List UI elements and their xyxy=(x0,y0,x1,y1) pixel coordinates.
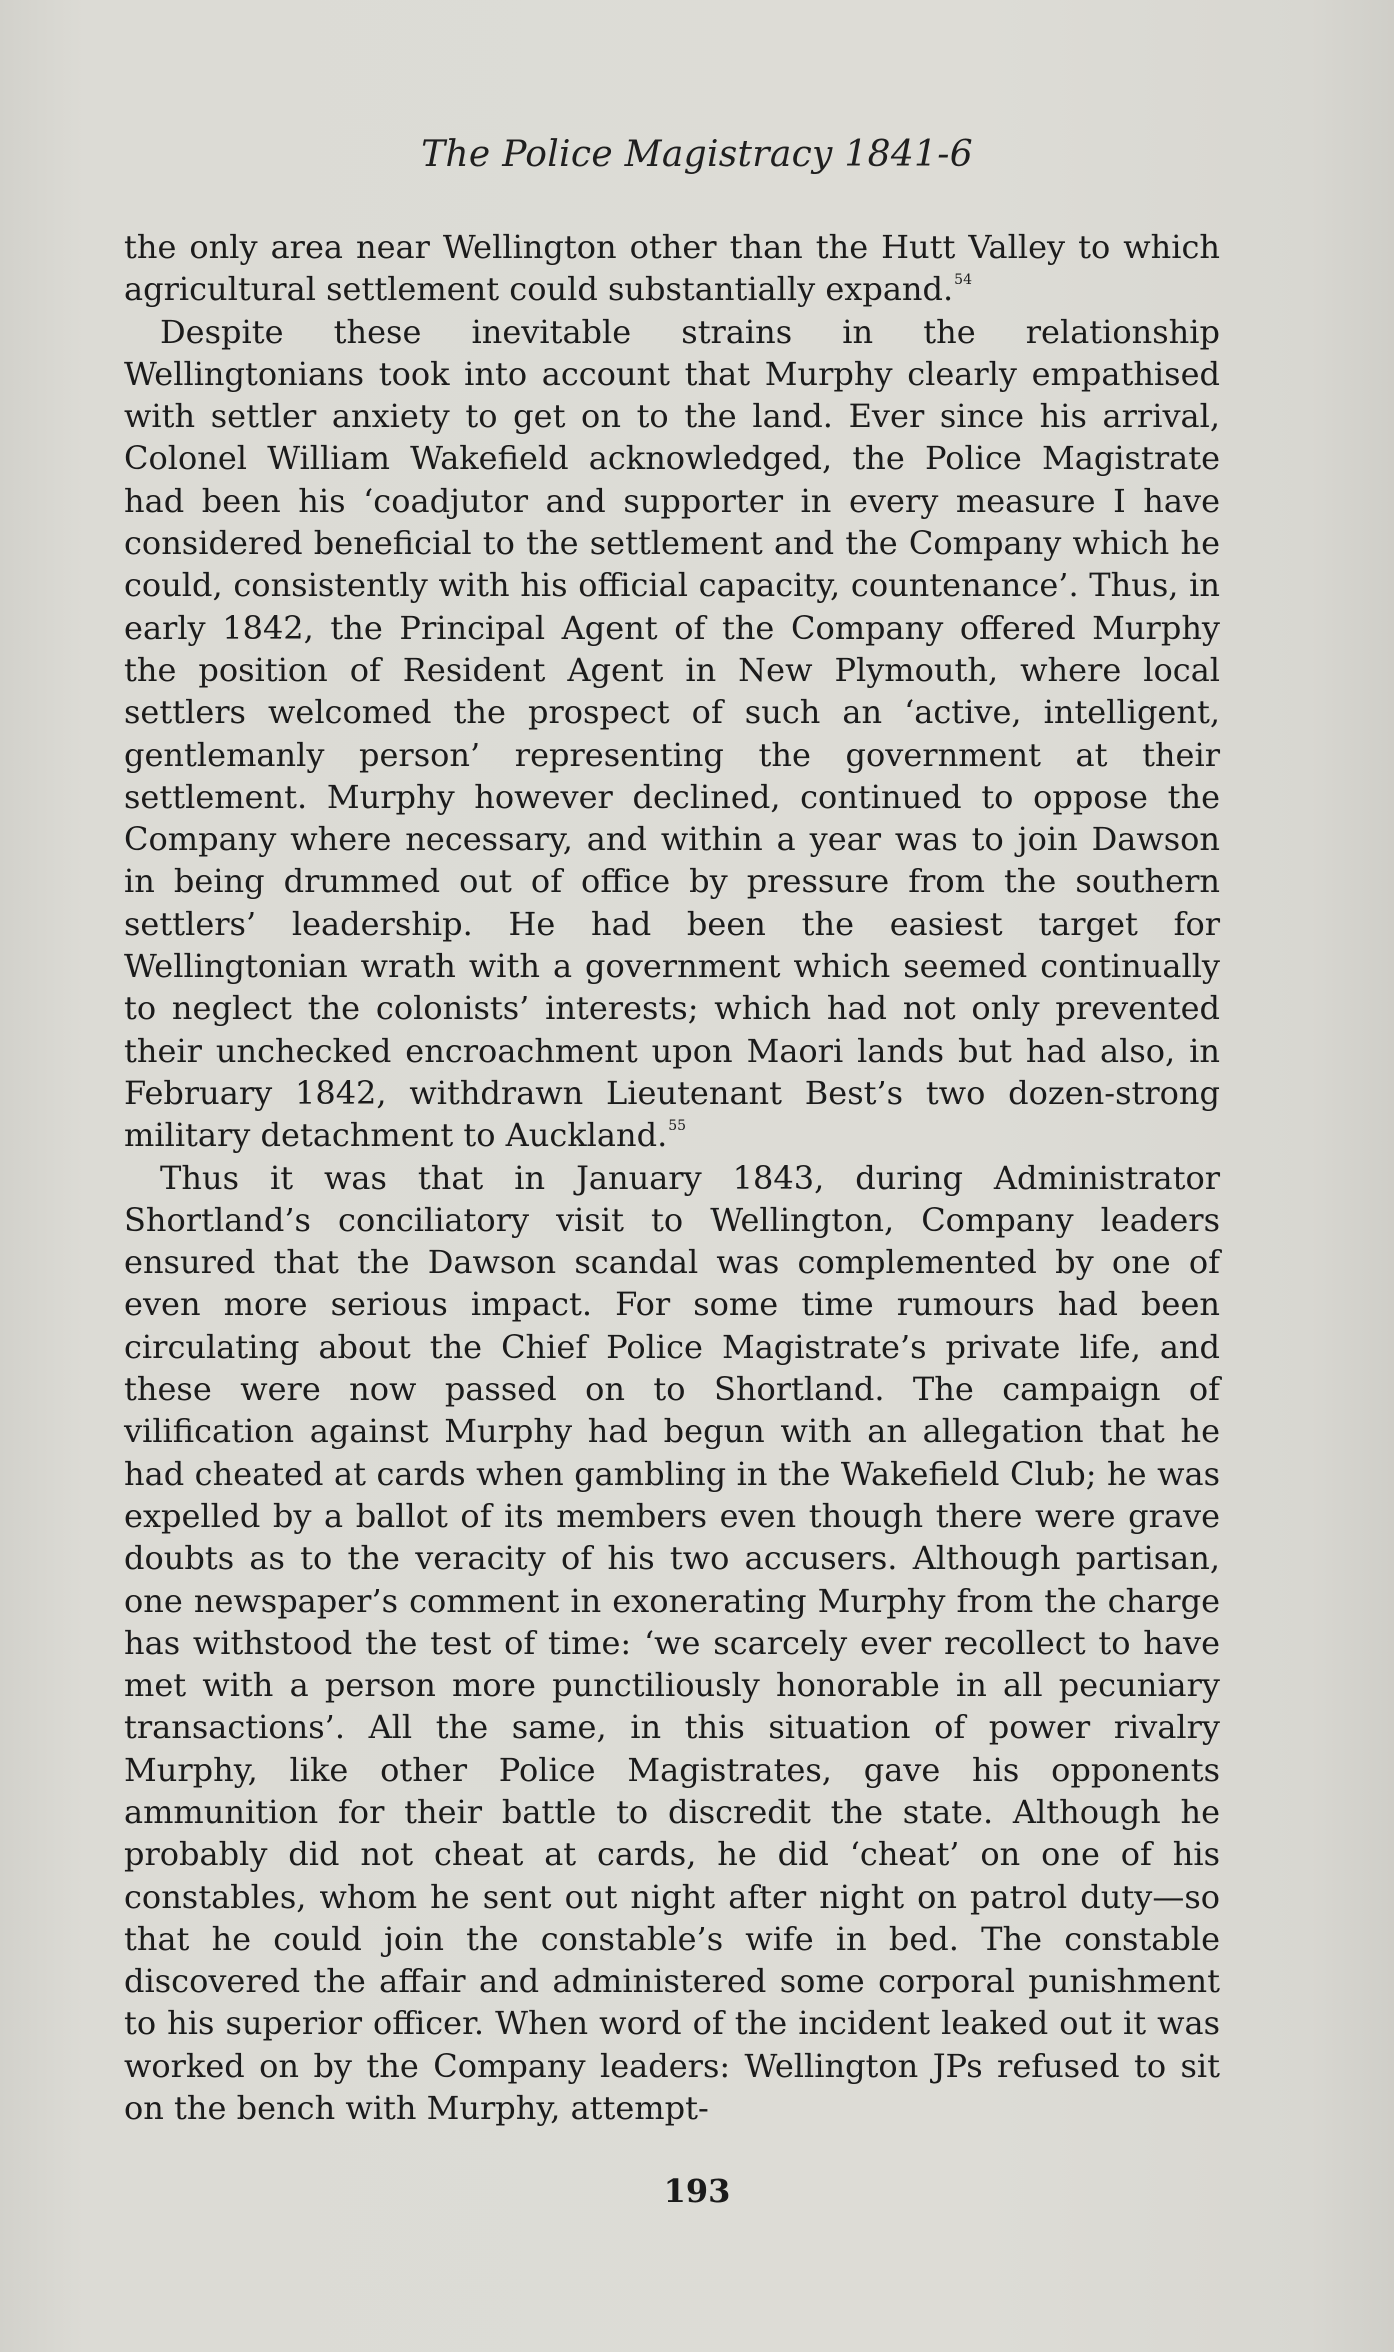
footnote-ref-55: 55 xyxy=(668,1118,687,1135)
paragraph-2 xyxy=(124,311,1220,1157)
paragraph-1 xyxy=(124,226,1220,311)
paragraph-3-text: Thus it was that in January 1843, during Administrator Shortland’s conciliatory visit to Wellington, Company leaders ensured that the Dawson scandal was complemented by one of even more serious impact. For some time rumours had been circulating about the Chief Police Magistrate’s private life, and these were now passed on to Shortland. The campaign of vilification against Murphy had begun with an allegation that he had cheated at cards when gambling in the Wakefield Club; he was expelled by a ballot of its members even though there were grave doubts as to the veracity of his two accusers. Although partisan, one newspaper’s comment in exonerating Murphy from the charge has withstood the test of time: ‘we scarcely ever recollect to have met with a person more punctiliously honorable in all pecuniary transactions’. All the same, in this situation of power rivalry Murphy, like other Police Magistrates, gave his opponents ammunition for their battle to discredit the state. Although he probably did not cheat at cards, he did ‘cheat’ on one of his constables, whom he sent out night after night on patrol duty—so that he could join the constable’s wife in bed. The constable discovered the affair and administered some corporal punishment to his superior officer. When word of the incident leaked out it was worked on by the Company leaders: Wellington JPs refused to sit on the bench with Murphy, attempt- xyxy=(124,1158,1220,2128)
paragraph-3 xyxy=(124,1157,1220,2130)
footnote-ref-54: 54 xyxy=(954,272,972,289)
body-text xyxy=(124,226,1220,2129)
running-head: The Police Magistracy 1841-6 xyxy=(421,134,973,175)
page-number: 193 xyxy=(663,2172,731,2210)
paragraph-2-text: Despite these inevitable strains in the relationship Wellingtonians took into account that Murphy clearly empathised with settler anxiety to get on to the land. Ever since his arrival, Colonel William Wakefield acknowledged, the Police Magistrate had been his ‘coadjutor and supporter in every measure I have considered beneficial to the settlement and the Company which he could, consistently with his official capacity, countenance’. Thus, in early 1842, the Principal Agent of the Company offered Murphy the position of Resident Agent in New Plymouth, where local settlers welcomed the prospect of such an ‘active, intelligent, gentlemanly person’ representing the government at their settlement. Murphy however declined, continued to oppose the Company where necessary, and within a year was to join Dawson in being drummed out of office by pressure from the southern settlers’ leadership. He had been the easiest target for Wellingtonian wrath with a government which seemed continually to neglect the colonists’ interests; which had not only prevented their unchecked encroachment upon Maori lands but had also, in February 1842, withdrawn Lieutenant Best’s two dozen-strong military detachment to Auckland. xyxy=(124,312,1220,1155)
paragraph-1-text: the only area near Wellington other than the Hutt Valley to which agricultural settlement could substantially expand. xyxy=(124,228,1220,309)
